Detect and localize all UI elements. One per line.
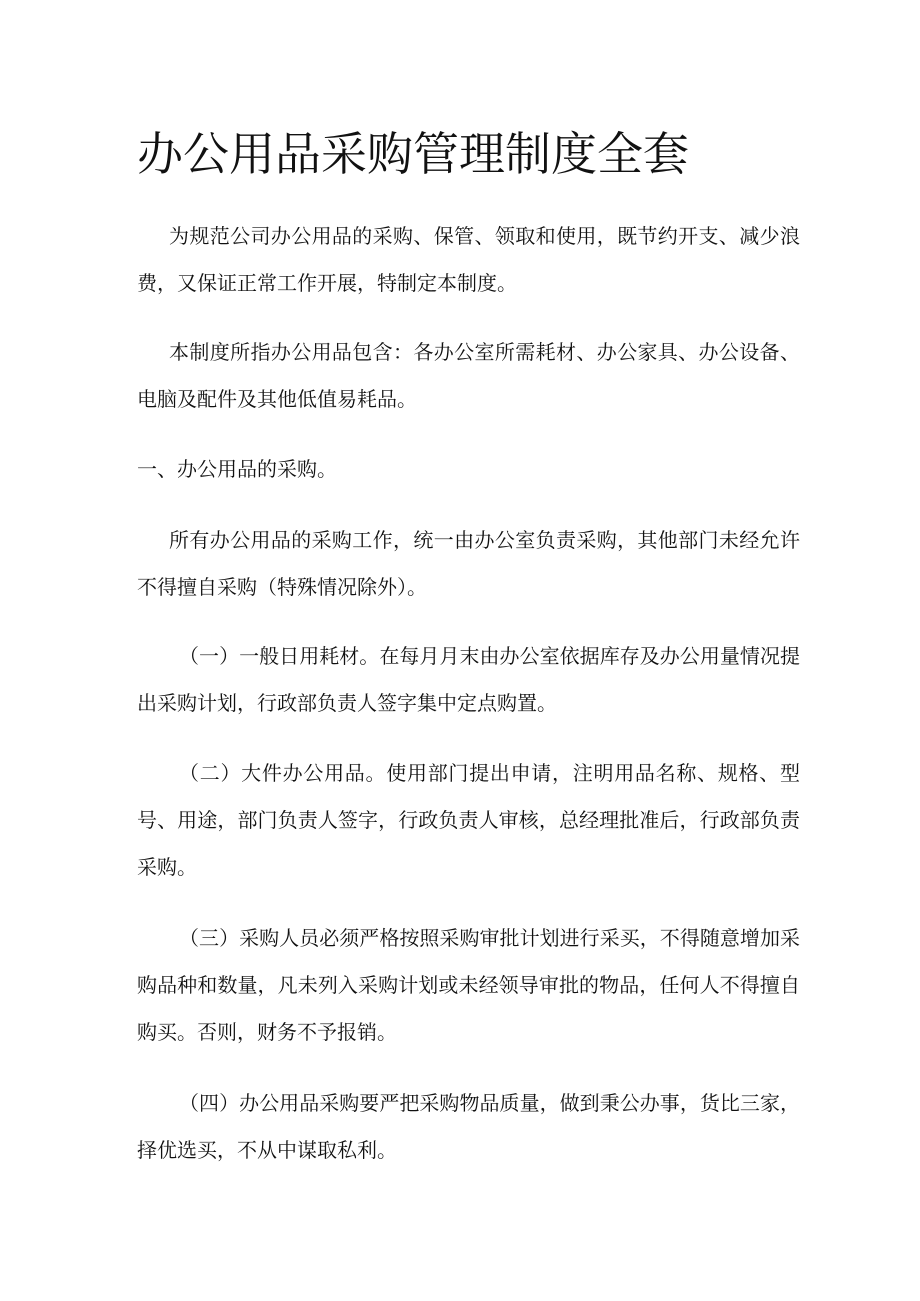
paragraph-scope: 本制度所指办公用品包含：各办公室所需耗材、办公家具、办公设备、电脑及配件及其他低值易耗品。 — [137, 340, 800, 411]
paragraph-purpose: 为规范公司办公用品的采购、保管、领取和使用，既节约开支、减少浪费，又保证正常工作开展，特制定本制度。 — [137, 224, 800, 295]
clause-3-purchase-rules: （三）采购人员必须严格按照采购审批计划进行采买，不得随意增加采购品种和数量，凡未列入采购计划或未经领导审批的物品，任何人不得擅自购买。否则，财务不予报销。 — [137, 926, 800, 1044]
paragraph-procurement-general: 所有办公用品的采购工作，统一由办公室负责采购，其他部门未经允许不得擅自采购（特殊情况除外）。 — [137, 528, 800, 599]
clause-1-daily-consumables: （一）一般日用耗材。在每月月末由办公室依据库存及办公用量情况提出采购计划，行政部负责人签字集中定点购置。 — [137, 644, 800, 715]
clause-4-quality: （四）办公用品采购要严把采购物品质量，做到秉公办事，货比三家，择优选买，不从中谋取私利。 — [137, 1091, 800, 1162]
document-title: 办公用品采购管理制度全套 — [137, 127, 689, 181]
clause-2-large-items: （二）大件办公用品。使用部门提出申请，注明用品名称、规格、型号、用途，部门负责人签字，行政负责人审核，总经理批准后，行政部负责采购。 — [137, 761, 800, 879]
section-heading-procurement: 一、办公用品的采购。 — [137, 457, 337, 481]
